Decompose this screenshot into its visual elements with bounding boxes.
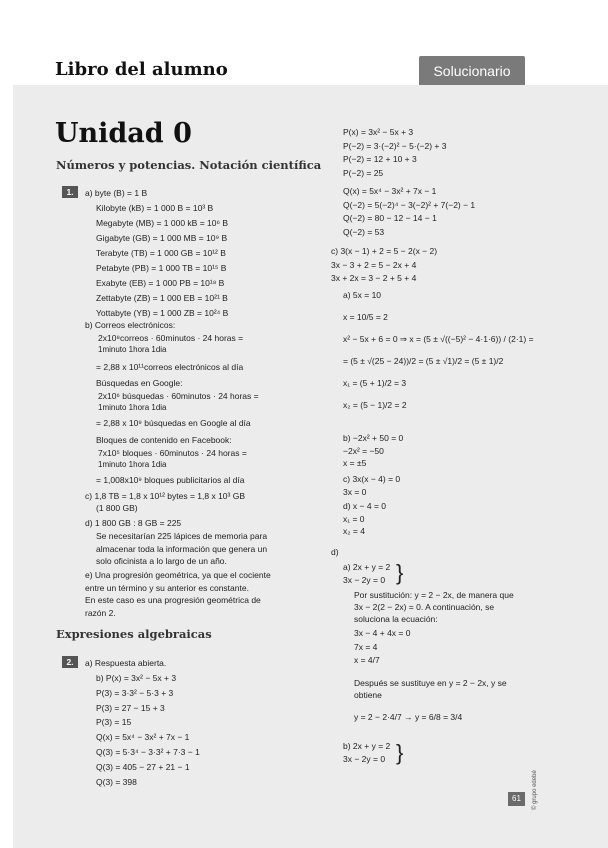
right-da-text2-line: obtiene (354, 690, 382, 700)
right-c-line: 3x − 3 + 2 = 5 − 2x + 4 (331, 259, 417, 270)
ex1-d-line: solo oficinista a lo largo de un año. (96, 556, 227, 566)
ex1-a-line: Gigabyte (GB) = 1 000 MB = 10⁹ B (96, 233, 228, 243)
right-cd-line: d) x − 4 = 0 (343, 501, 386, 511)
ex2-b-line: Q(x) = 5x⁴ − 3x² + 7x − 1 (96, 732, 190, 743)
ex1-d-line: Se necesitarían 225 lápices de memoria para (96, 531, 268, 541)
page-number: 61 (508, 792, 525, 806)
right-da-eq-line: 3x − 4 + 4x = 0 (354, 628, 411, 638)
right-c-line: 3x + 2x = 3 − 2 + 5 + 4 (331, 273, 417, 283)
solucionario-tab[interactable]: Solucionario (419, 56, 525, 85)
ex1-b-email-fraction: 2x10⁸correos · 60minutos · 24 horas = (98, 333, 244, 343)
ex1-b-facebook-denominator: 1minuto 1hora 1dia (98, 460, 167, 469)
right-cc-line: 3x = 0 (343, 486, 367, 497)
ex1-b-email-denominator: 1minuto 1hora 1dia (98, 345, 167, 354)
ex1-b-facebook-result: = 1,008x10⁹ bloques publicitarios al día (96, 475, 245, 485)
right-q-line: Q(−2) = 53 (343, 226, 385, 237)
ex1-a-line: Yottabyte (YB) = 1 000 ZB = 10²⁴ B (96, 308, 229, 318)
right-da-line: 3x − 2y = 0 (343, 575, 386, 585)
right-q-line: Q(−2) = 5(−2)⁴ − 3(−2)² + 7(−2) − 1 (343, 199, 476, 210)
ex1-b-google-denominator: 1minuto 1hora 1dia (98, 403, 167, 412)
unit-title: Unidad 0 (55, 118, 192, 149)
right-da-text-line: Por sustitución: y = 2 − 2x, de manera que (354, 590, 514, 600)
right-c-line: c) 3(x − 1) + 2 = 5 − 2(x − 2) (331, 246, 438, 256)
right-da-eq-line: 7x = 4 (354, 641, 378, 652)
exercise-badge-2: 2. (62, 656, 78, 668)
ex2-b-line: P(3) = 15 (96, 717, 132, 728)
ex1-b-google-result: = 2,88 x 10⁹ búsquedas en Google al día (96, 418, 251, 428)
right-da-eq-line: x = 4/7 (354, 655, 380, 665)
right-da-line: a) 2x + y = 2 (343, 562, 391, 572)
book-title: Libro del alumno (55, 59, 228, 80)
system-brace-icon: } (396, 740, 404, 765)
credit-text: © grupo edebé (532, 770, 538, 810)
right-cb-line: −2x² = −50 (343, 445, 384, 456)
ex1-a-line: Megabyte (MB) = 1 000 kB = 10⁶ B (96, 218, 229, 228)
ex2-b-line: Q(3) = 5·3⁴ − 3·3² + 7·3 − 1 (96, 747, 200, 757)
right-p-line: P(−2) = 12 + 10 + 3 (343, 154, 417, 164)
right-da-text-line: 3x − 2(2 − 2x) = 0. A continuación, se (354, 602, 495, 612)
right-ca-line: x₁ = (5 + 1)/2 = 3 (343, 378, 407, 388)
ex2-b-line: Q(3) = 398 (96, 776, 137, 787)
right-ca-line: a) 5x = 10 (343, 290, 382, 300)
ex2-b-line: Q(3) = 405 − 27 + 21 − 1 (96, 761, 190, 772)
ex1-c-line1: c) 1,8 TB = 1,8 x 10¹² bytes = 1,8 x 10³ GB (85, 491, 246, 501)
ex1-a-line: Kilobyte (kB) = 1 000 B = 10³ B (96, 203, 214, 213)
ex1-a-label: a) byte (B) = 1 B (85, 188, 148, 198)
right-db-line: 3x − 2y = 0 (343, 754, 386, 764)
exercise-badge-1: 1. (62, 186, 78, 198)
ex1-d-line1: d) 1 800 GB : 8 GB = 225 (85, 518, 182, 528)
ex2-b-line: P(3) = 27 − 15 + 3 (96, 702, 165, 713)
ex1-b-facebook-label: Bloques de contenido en Facebook: (96, 435, 232, 445)
section-title-expresiones: Expresiones algebraicas (56, 627, 212, 641)
ex1-b-facebook-fraction: 7x10⁵ bloques · 60minutos · 24 horas = (98, 448, 247, 458)
ex1-e-line: razón 2. (85, 607, 116, 618)
right-ca-line: x = 10/5 = 2 (343, 312, 388, 322)
right-da-text2-line: Después se sustituye en y = 2 − 2x, y se (354, 678, 507, 688)
ex1-b-email-result: = 2,88 x 10¹¹correos electrónicos al día (96, 362, 244, 372)
right-q-line: Q(x) = 5x⁴ − 3x² + 7x − 1 (343, 186, 437, 196)
ex1-e-line: e) Una progresión geométrica, ya que el cociente (85, 570, 271, 580)
ex1-a-line: Zettabyte (ZB) = 1 000 EB = 10²¹ B (96, 293, 228, 303)
ex1-d-line: almacenar toda la información que genera un (96, 543, 268, 554)
ex1-a-line: Terabyte (TB) = 1 000 GB = 10¹² B (96, 248, 226, 258)
ex1-a-line: Petabyte (PB) = 1 000 TB = 10¹⁵ B (96, 263, 227, 273)
ex1-c-line2: (1 800 GB) (96, 503, 138, 513)
right-ca-line: x₂ = (5 − 1)/2 = 2 (343, 400, 407, 410)
ex2-b-line: b) P(x) = 3x² − 5x + 3 (96, 673, 177, 683)
right-p-line: P(−2) = 3·(−2)² − 5·(−2) + 3 (343, 140, 447, 151)
right-p-line: P(−2) = 25 (343, 167, 384, 178)
ex1-a-line: Exabyte (EB) = 1 000 PB = 10¹⁸ B (96, 278, 225, 288)
system-brace-icon: } (396, 560, 404, 585)
ex2-a-line: a) Respuesta abierta. (85, 658, 167, 668)
right-ca-line: x² − 5x + 6 = 0 ⇒ x = (5 ± √((−5)² − 4·1·6)) / (2·1) = (343, 334, 534, 344)
ex1-b-google-fraction: 2x10⁶ búsquedas · 60minutos · 24 horas = (98, 391, 259, 401)
right-db-line: b) 2x + y = 2 (343, 741, 391, 751)
right-cb-line: b) −2x² + 50 = 0 (343, 433, 404, 443)
right-cd-line: x₂ = 4 (343, 526, 365, 536)
ex1-e-line: En este caso es una progresión geométrica de (85, 595, 261, 605)
ex1-b-label: b) Correos electrónicos: (85, 320, 176, 330)
right-cc-line: c) 3x(x − 4) = 0 (343, 474, 401, 484)
right-da-final: y = 2 − 2·4/7 → y = 6/8 = 3/4 (354, 712, 463, 722)
ex2-b-line: P(3) = 3·3² − 5·3 + 3 (96, 687, 174, 698)
unit-subtitle: Números y potencias. Notación científica (56, 158, 322, 172)
ex1-e-line: entre un término y su anterior es constante. (85, 582, 249, 593)
right-da-text-line: soluciona la ecuación: (354, 614, 438, 624)
ex1-b-google-label: Búsquedas en Google: (96, 378, 183, 388)
right-cd-line: x₁ = 0 (343, 513, 365, 524)
right-cb-line: x = ±5 (343, 458, 367, 468)
right-ca-line: = (5 ± √(25 − 24))/2 = (5 ± √1)/2 = (5 ± 1)/2 (343, 356, 504, 366)
right-p-line: P(x) = 3x² − 5x + 3 (343, 127, 414, 137)
right-d-label: d) (331, 547, 339, 557)
right-q-line: Q(−2) = 80 − 12 − 14 − 1 (343, 213, 437, 223)
